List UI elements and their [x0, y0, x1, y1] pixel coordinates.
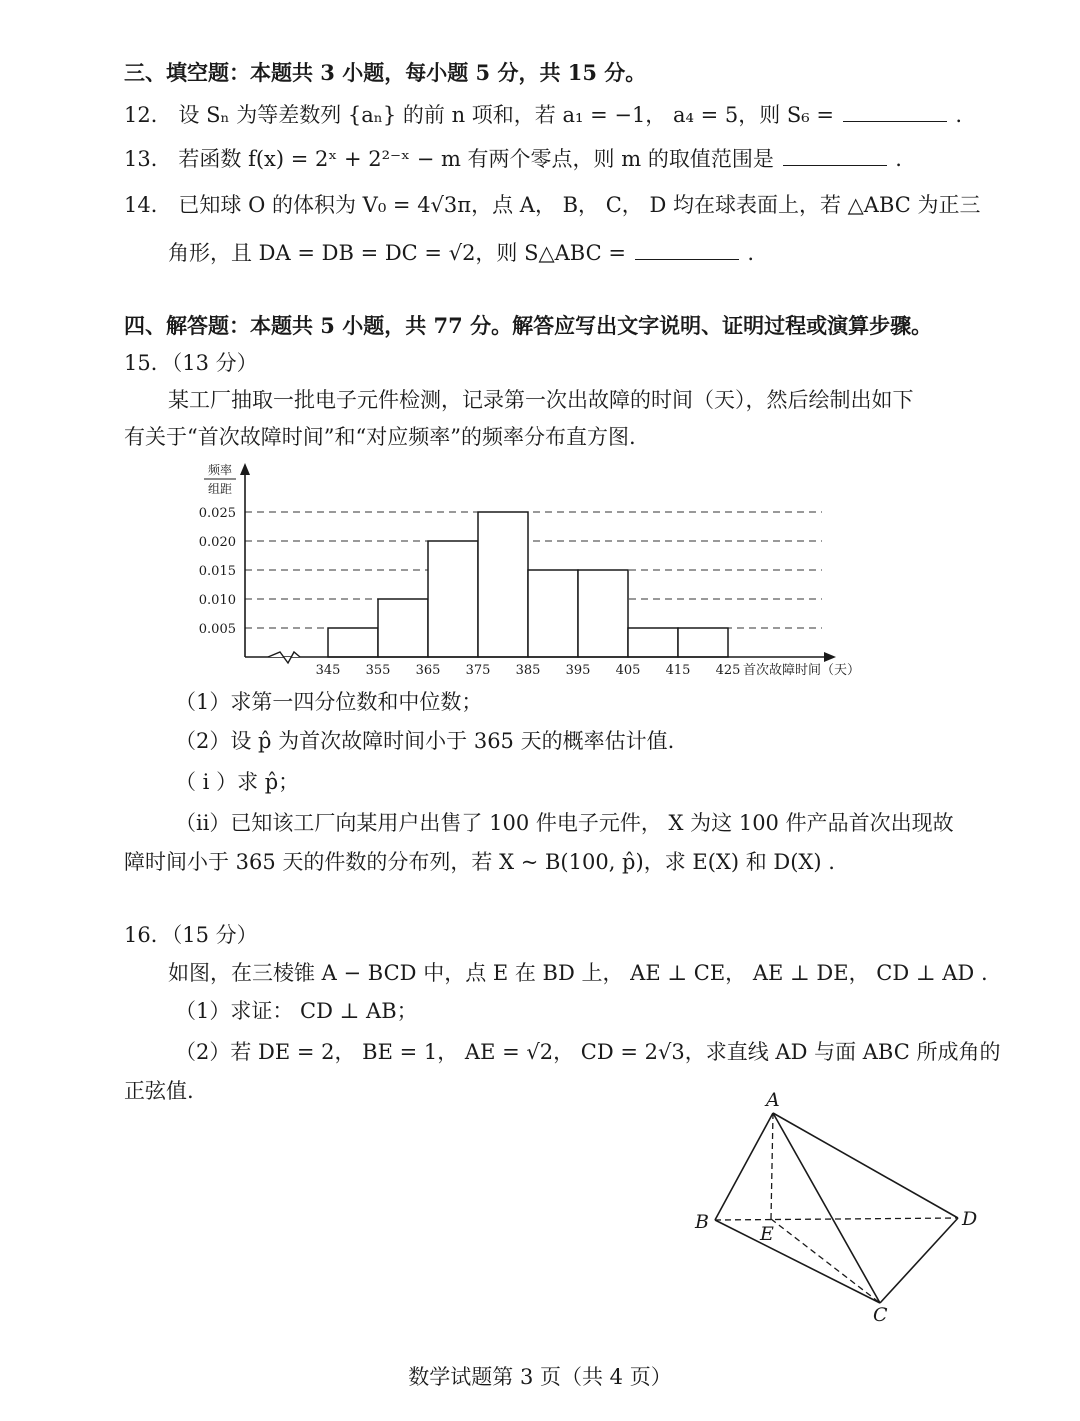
q15-paragraph-1: 某工厂抽取一批电子元件检测，记录第一次出故障的时间（天），然后绘制出如下	[168, 388, 914, 412]
x-tick-label: 405	[615, 663, 641, 678]
hidden-segment-AE	[771, 1113, 773, 1219]
vertex-label-B: B	[695, 1211, 709, 1233]
q16-sub-question-2-line2: 正弦值.	[124, 1079, 194, 1103]
x-tick-label: 375	[465, 663, 491, 678]
hidden-segment-CE	[771, 1219, 880, 1303]
q15-sub-question-2: （2）设 p̂ 为首次故障时间小于 365 天的概率估计值.	[175, 729, 675, 753]
question-14-line2	[168, 238, 754, 268]
y-tick-label: 0.025	[198, 506, 236, 521]
x-tick-labels	[316, 663, 741, 678]
vertex-label-D: D	[962, 1208, 978, 1230]
section4-heading: 四、解答题：本题共 5 小题，共 77 分。解答应写出文字说明、证明过程或演算步骤。	[124, 313, 933, 338]
q14-text-line1: 已知球 O 的体积为 V₀ = 4√3π，点 A， B， C， D 均在球表面上，若 △ABC 为正三	[178, 193, 981, 217]
histogram-bar-5	[578, 570, 628, 657]
y-axis-arrow	[240, 463, 250, 475]
histogram-bar-0	[328, 628, 378, 657]
x-tick-label: 425	[715, 663, 741, 678]
x-tick-label: 345	[315, 663, 341, 678]
histogram-bar-2	[428, 541, 478, 657]
q12-text: 设 Sₙ 为等差数列 {aₙ} 的前 n 项和，若 a₁ = −1， a₄ = 5，则 S₆ =	[178, 103, 834, 127]
vertex-label-E: E	[760, 1223, 774, 1245]
hidden-edge-BD	[715, 1218, 958, 1220]
edge-AC	[773, 1113, 880, 1303]
q16-sub-question-2-line1: （2）若 DE = 2， BE = 1， AE = √2， CD = 2√3，求直线 AD 与面 ABC 所成角的	[175, 1040, 1001, 1064]
q16-paragraph-1: 如图，在三棱锥 A − BCD 中，点 E 在 BD 上， AE ⊥ CE， AE ⊥ DE， CD ⊥ AD .	[168, 961, 988, 985]
histogram-bar-1	[378, 599, 428, 657]
q13-end: .	[895, 147, 902, 171]
q12-number: 12．	[124, 103, 172, 127]
y-label-bottom: 组距	[207, 482, 233, 496]
page-footer: 数学试题第 3 页（共 4 页）	[408, 1365, 672, 1389]
y-tick-label: 0.020	[198, 535, 236, 550]
vertex-label-C: C	[873, 1304, 888, 1326]
histogram-bar-7	[678, 628, 728, 657]
q15-sub-question-1: （1）求第一四分位数和中位数；	[175, 690, 483, 714]
x-axis-label: 首次故障时间（天）	[743, 663, 861, 678]
section3-heading: 三、填空题：本题共 3 小题，每小题 5 分，共 15 分。	[124, 60, 647, 85]
y-tick-label: 0.005	[198, 622, 236, 637]
x-tick-label: 385	[515, 663, 541, 678]
q14-number: 14．	[124, 193, 172, 217]
q15-sub-question-2ii-line2: 障时间小于 365 天的件数的分布列，若 X ~ B(100, p̂)，求 E(X) 和 D(X) .	[124, 850, 835, 874]
x-axis-arrow	[824, 652, 836, 662]
q13-answer-blank	[783, 145, 887, 166]
y-label-top: 频率	[207, 463, 233, 477]
q14-answer-blank	[635, 239, 739, 260]
x-tick-label: 365	[415, 663, 441, 678]
edge-AB	[715, 1113, 773, 1220]
histogram-bar-6	[628, 628, 678, 657]
vertex-label-A: A	[766, 1089, 780, 1111]
q16-sub-question-1: （1）求证： CD ⊥ AB；	[175, 999, 418, 1023]
question-13	[124, 144, 902, 174]
x-tick-label: 415	[665, 663, 691, 678]
histogram-bar-3	[478, 512, 528, 657]
q12-answer-blank	[843, 101, 947, 122]
y-tick-label: 0.010	[198, 593, 236, 608]
q12-end: .	[955, 103, 963, 127]
x-tick-label: 395	[565, 663, 591, 678]
x-tick-label: 355	[365, 663, 391, 678]
q14-text-line2: 角形，且 DA = DB = DC = √2，则 S△ABC =	[168, 241, 626, 265]
edge-BC	[715, 1220, 880, 1303]
y-tick-label: 0.015	[198, 564, 236, 579]
q16-number: 16．（15 分）	[124, 923, 258, 947]
q15-sub-question-2ii-line1: （ii）已知该工厂向某用户出售了 100 件电子元件， X 为这 100 件产品首次出现故	[175, 811, 954, 835]
q13-number: 13．	[124, 147, 172, 171]
q15-sub-question-2i: （ i ）求 p̂；	[175, 770, 300, 794]
y-axis-label	[204, 462, 236, 496]
question-14-line1	[124, 190, 981, 220]
q14-end: .	[747, 241, 755, 265]
tetrahedron-figure	[680, 1085, 1000, 1330]
q13-text: 若函数 f(x) = 2ˣ + 2²⁻ˣ − m 有两个零点，则 m 的取值范围是	[178, 147, 774, 171]
frequency-histogram	[190, 455, 890, 685]
q15-number: 15．（13 分）	[124, 351, 258, 375]
histogram-bars	[328, 512, 728, 657]
edge-AD	[773, 1113, 958, 1218]
question-12	[124, 100, 962, 130]
edge-CD	[880, 1218, 958, 1303]
y-tick-labels	[199, 506, 236, 637]
q15-paragraph-2: 有关于“首次故障时间”和“对应频率”的频率分布直方图.	[124, 425, 636, 449]
histogram-bar-4	[528, 570, 578, 657]
